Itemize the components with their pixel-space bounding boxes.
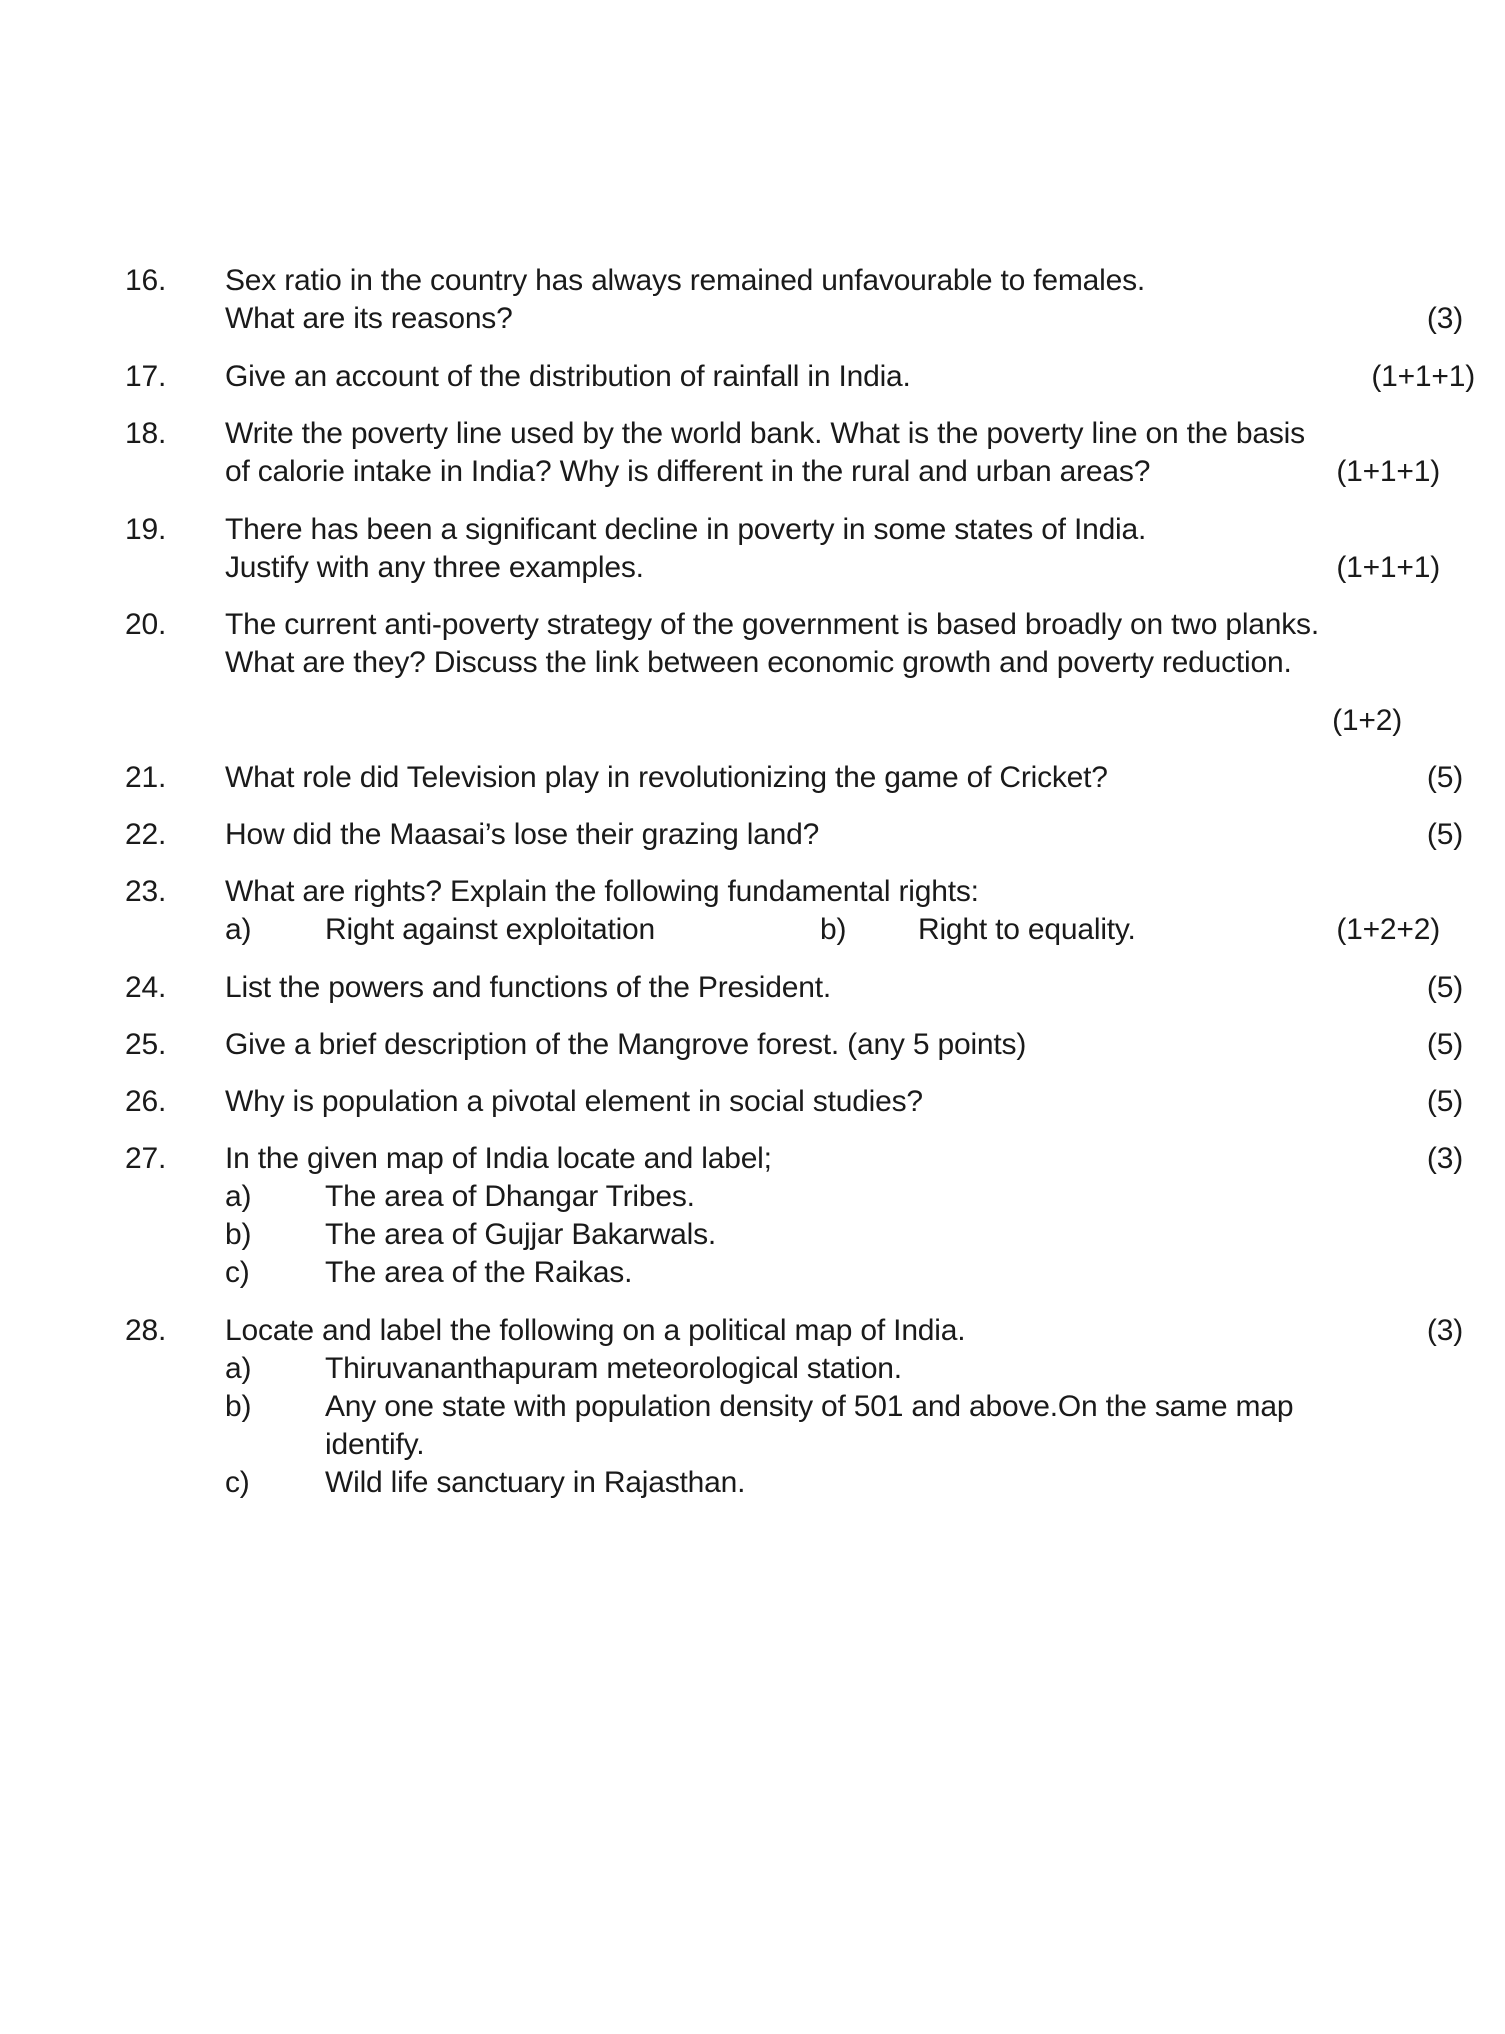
question-text-line: How did the Maasai’s lose their grazing land?: [225, 818, 820, 851]
part-label: a): [225, 1180, 252, 1213]
question-number: 25.: [125, 1028, 167, 1061]
part-label: b): [225, 1218, 252, 1251]
part-text: The area of the Raikas.: [325, 1256, 633, 1289]
question-text-line: List the powers and functions of the President.: [225, 971, 831, 1004]
question-number: 22.: [125, 818, 167, 851]
marks-label: (5): [1426, 1085, 1463, 1118]
marks-label: (1+2+2): [1336, 913, 1440, 946]
question-text-line: There has been a significant decline in poverty in some states of India.: [225, 513, 1147, 546]
question-text-line: What are they? Discuss the link between economic growth and poverty reduction.: [225, 646, 1292, 679]
part-label: a): [225, 1352, 252, 1385]
marks-label: (1+1+1): [1336, 455, 1440, 488]
part-label: c): [225, 1466, 250, 1499]
marks-label: (1+1+1): [1371, 360, 1475, 393]
part-text: Right against exploitation: [325, 913, 656, 946]
part-text: The area of Gujjar Bakarwals.: [325, 1218, 717, 1251]
question-text-line: Give an account of the distribution of rainfall in India.: [225, 360, 911, 393]
question-number: 27.: [125, 1142, 167, 1175]
question-number: 21.: [125, 761, 167, 794]
question-text-line: Give a brief description of the Mangrove forest. (any 5 points): [225, 1028, 1027, 1061]
part-label: b): [225, 1390, 252, 1423]
part-label: a): [225, 913, 252, 946]
question-text-line: Locate and label the following on a political map of India.: [225, 1314, 966, 1347]
marks-label: (5): [1426, 971, 1463, 1004]
question-text-line: What role did Television play in revolutionizing the game of Cricket?: [225, 761, 1108, 794]
question-text-line: The current anti-poverty strategy of the government is based broadly on two planks.: [225, 608, 1319, 641]
question-number: 24.: [125, 971, 167, 1004]
part-text: Wild life sanctuary in Rajasthan.: [325, 1466, 746, 1499]
question-text-line: Justify with any three examples.: [225, 551, 644, 584]
part-text-continuation: identify.: [325, 1428, 425, 1461]
question-text-line: Sex ratio in the country has always remained unfavourable to females.: [225, 264, 1146, 297]
part-label: c): [225, 1256, 250, 1289]
question-text-line: What are rights? Explain the following fundamental rights:: [225, 875, 979, 908]
part-label: b): [820, 913, 847, 946]
part-text: The area of Dhangar Tribes.: [325, 1180, 695, 1213]
question-number: 16.: [125, 264, 167, 297]
question-text-line: In the given map of India locate and label;: [225, 1142, 772, 1175]
question-number: 28.: [125, 1314, 167, 1347]
question-number: 26.: [125, 1085, 167, 1118]
question-text-line: What are its reasons?: [225, 302, 513, 335]
question-number: 20.: [125, 608, 167, 641]
question-number: 18.: [125, 417, 167, 450]
marks-label: (1+2): [1332, 704, 1402, 737]
question-text-line: Why is population a pivotal element in social studies?: [225, 1085, 923, 1118]
marks-label: (3): [1426, 1142, 1463, 1175]
marks-label: (5): [1426, 761, 1463, 794]
part-text: Thiruvananthapuram meteorological station.: [325, 1352, 902, 1385]
question-number: 17.: [125, 360, 167, 393]
marks-label: (3): [1426, 302, 1463, 335]
question-number: 23.: [125, 875, 167, 908]
marks-label: (5): [1426, 818, 1463, 851]
question-text-line: Write the poverty line used by the world bank. What is the poverty line on the basis: [225, 417, 1305, 450]
question-text-line: of calorie intake in India? Why is different in the rural and urban areas?: [225, 455, 1151, 488]
part-text: Any one state with population density of 501 and above.On the same map: [325, 1390, 1294, 1423]
part-text: Right to equality.: [918, 913, 1136, 946]
marks-label: (5): [1426, 1028, 1463, 1061]
marks-label: (3): [1426, 1314, 1463, 1347]
marks-label: (1+1+1): [1336, 551, 1440, 584]
question-number: 19.: [125, 513, 167, 546]
